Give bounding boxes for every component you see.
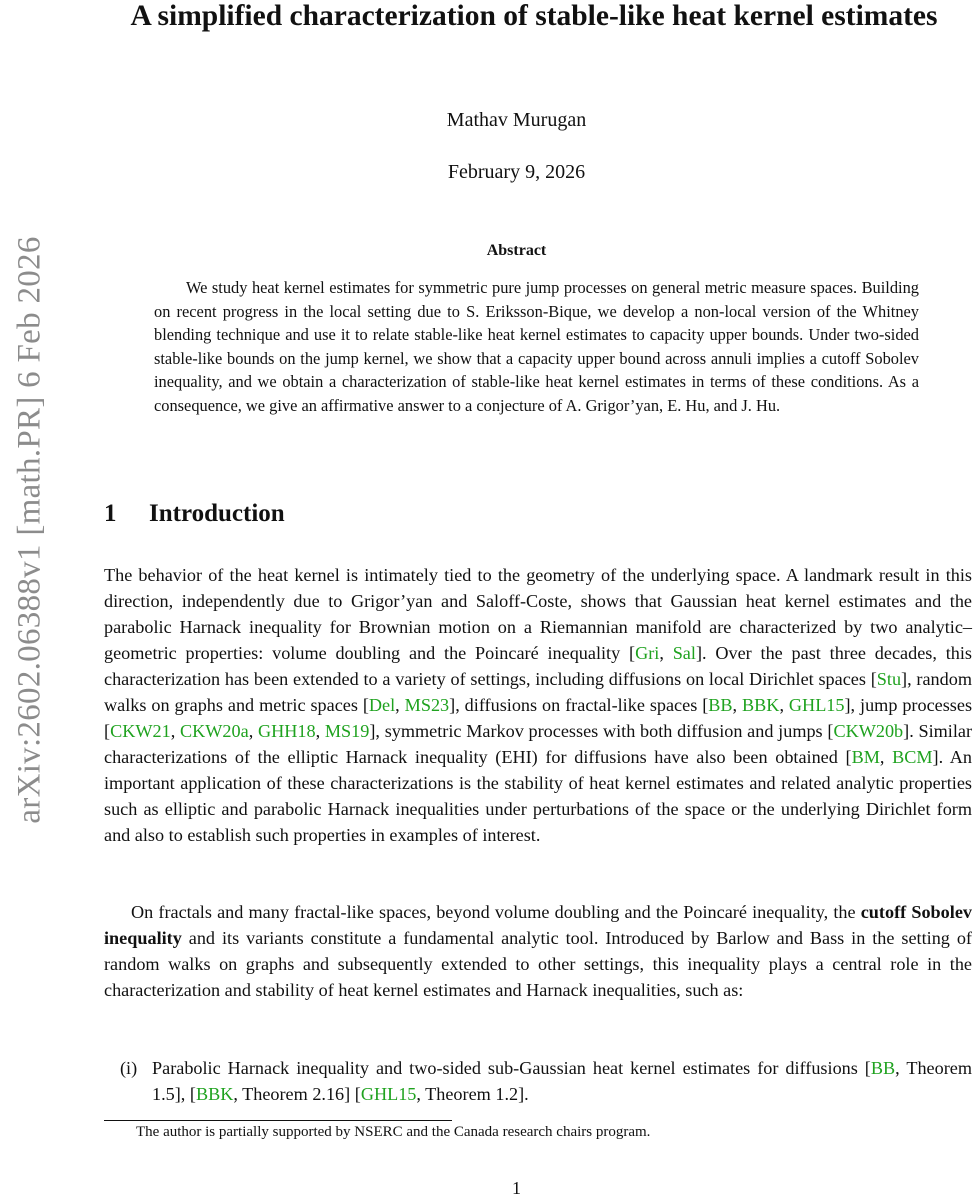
citation-link[interactable]: Sal xyxy=(672,643,696,663)
abstract-text: We study heat kernel estimates for symmetric pure jump processes on general metric measure spaces. Building on recent progress in the local setting due to S. Eriksson-Bique, we develop a non-local version of the Whitney blending technique and use it to relate stable-like heat kernel estimates to capacity upper bounds. Under two-sided stable-like bounds on the jump kernel, we show that a capacity upper bound across annuli implies a cutoff Sobolev inequality, and we obtain a characterization of stable-like heat kernel estimates in terms of these conditions. As a consequence, we give an affirmative answer to a conjecture of A. Grigor’yan, E. Hu, and J. Hu. xyxy=(154,278,919,415)
paper-date: February 9, 2026 xyxy=(447,161,586,183)
text-run: Parabolic Harnack inequality and two-sided sub-Gaussian heat kernel estimates for diffusions [ xyxy=(152,1058,871,1078)
citation-link[interactable]: BB xyxy=(708,695,733,715)
citation-link[interactable]: GHL15 xyxy=(788,695,845,715)
text-run: , xyxy=(248,721,258,741)
citation-link[interactable]: MS19 xyxy=(324,721,370,741)
citation-link[interactable]: MS23 xyxy=(404,695,450,715)
paper-title: A simplified characterization of stable-like heat kernel estimates xyxy=(130,0,938,32)
text-run: ], random walks on graphs and metric spaces [ xyxy=(104,669,972,715)
text-run: ], symmetric Markov processes with both diffusion and jumps [ xyxy=(369,721,834,741)
text-run: , Theorem 2.16] [ xyxy=(233,1084,361,1104)
citation-link[interactable]: Del xyxy=(368,695,396,715)
text-run: , xyxy=(659,643,673,663)
text-run: , xyxy=(879,747,893,767)
text-run: and its variants constitute a fundamental analytic tool. Introduced by Barlow and Bass in the setting of random walks on graphs and subsequently extended to other settings, this inequality plays a central role in the characterization and stability of heat kernel estimates and Harnack inequalities, such as: xyxy=(104,928,972,1000)
citation-link[interactable]: CKW20b xyxy=(833,721,904,741)
citation-link[interactable]: BBK xyxy=(742,695,780,715)
list-marker: (i) xyxy=(120,1058,138,1078)
section-title: Introduction xyxy=(149,500,285,527)
text-run: , xyxy=(170,721,180,741)
text-run: , xyxy=(732,695,743,715)
text-run: , xyxy=(315,721,325,741)
text-run: The behavior of the heat kernel is intimately tied to the geometry of the underlying space. A landmark result in this direction, independently due to Grigor’yan and Saloff-Coste, shows that Gaussian heat kernel estimates and the parabolic Harnack inequality for Brownian motion on a Riemannian manifold are characterized by two analytic–geometric properties: volume doubling and the Poincaré inequality [ xyxy=(104,565,972,663)
footnote: The author is partially supported by NSERC and the Canada research chairs program. xyxy=(136,1124,651,1140)
citation-link[interactable]: GHH18 xyxy=(257,721,316,741)
citation-link[interactable]: GHL15 xyxy=(360,1084,417,1104)
text-run: ], jump processes [ xyxy=(104,695,973,741)
citation-link[interactable]: BCM xyxy=(892,747,933,767)
text-run: ], diffusions on fractal-like spaces [ xyxy=(449,695,709,715)
abstract-heading: Abstract xyxy=(486,242,547,259)
text-run: ]. Over the past three decades, this characterization has been extended to a variety of settings, including diffusions on local Dirichlet spaces [ xyxy=(104,643,972,689)
text-run: , xyxy=(779,695,789,715)
section-heading-introduction xyxy=(104,500,285,528)
arxiv-identifier-text: arXiv:2602.06388v1 [math.PR] 6 Feb 2026 xyxy=(11,236,48,824)
text-run: , Theorem 1.2]. xyxy=(416,1084,529,1104)
intro-paragraph-1 xyxy=(104,562,972,848)
citation-link[interactable]: BB xyxy=(870,1058,896,1078)
citation-link[interactable]: BM xyxy=(851,747,880,767)
citation-link[interactable]: CKW21 xyxy=(110,721,171,741)
arxiv-identifier-stamp xyxy=(0,170,60,890)
text-run: , xyxy=(395,695,405,715)
section-number: 1 xyxy=(104,500,117,527)
citation-link[interactable]: Gri xyxy=(635,643,660,663)
text-run: ]. Similar characterizations of the elliptic Harnack inequality (EHI) for diffusions have also been obtained [ xyxy=(104,721,973,767)
text-run: ]. An important application of these characterizations is the stability of heat kernel estimates and related analytic properties such as elliptic and parabolic Harnack inequalities under perturbations of the space or the underlying Dirichlet form and also to establish such properties in examples of interest. xyxy=(104,747,972,845)
citation-link[interactable]: BBK xyxy=(195,1084,234,1104)
emphasis-term: cutoff Sobolev inequality xyxy=(104,902,972,948)
page-number: 1 xyxy=(512,1178,521,1198)
list-item xyxy=(120,1055,972,1107)
intro-paragraph-2 xyxy=(104,899,972,1003)
footnote-divider xyxy=(104,1120,452,1121)
text-run: , Theorem 1.5], [ xyxy=(152,1058,972,1104)
author-name: Mathav Murugan xyxy=(446,109,587,131)
citation-link[interactable]: CKW20a xyxy=(179,721,249,741)
citation-link[interactable]: Stu xyxy=(876,669,902,689)
text-run: On fractals and many fractal-like spaces, beyond volume doubling and the Poincaré inequality, the xyxy=(131,902,861,922)
